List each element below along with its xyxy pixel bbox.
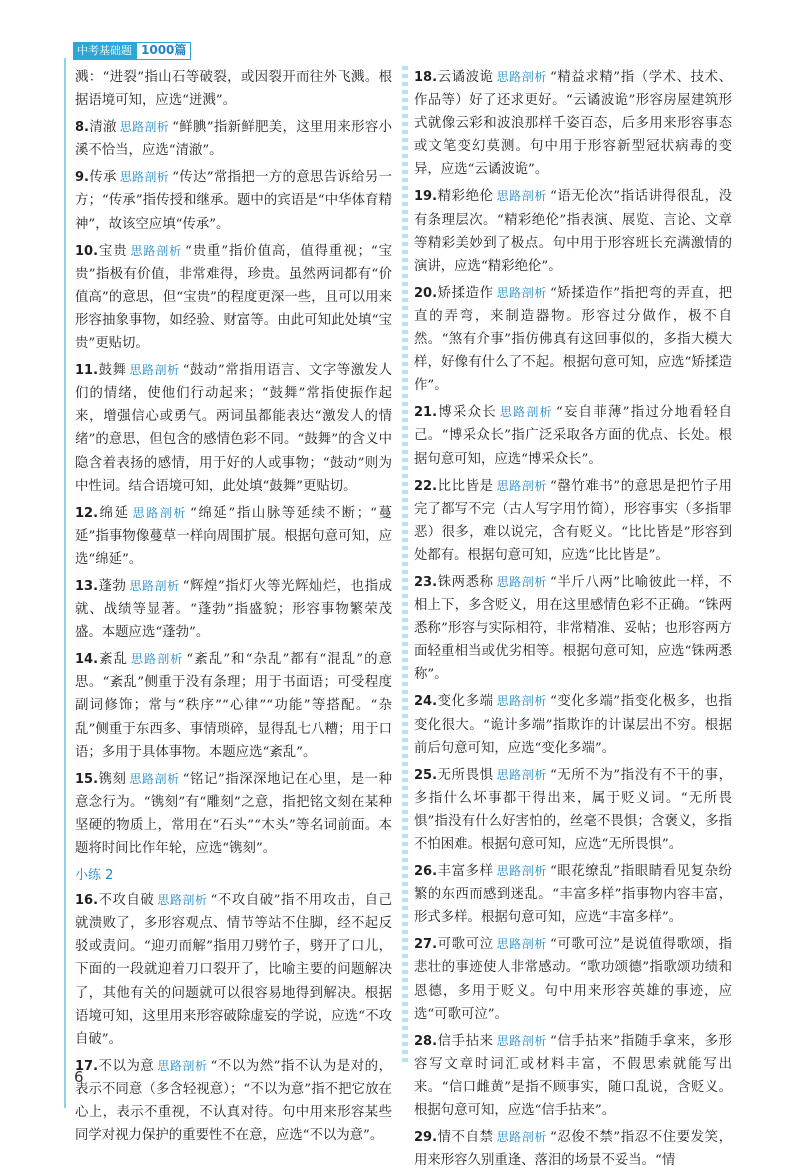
section-title: 小练 2 (75, 868, 114, 884)
left-margin-line (64, 58, 66, 1108)
analysis-text: “不攻自破”指不用攻击，自己就溃败了，多形容观点、情节等站不住脚，经不起反驳或责问。“迎刃而解”指用刀劈竹子，劈开了口儿，下面的一段就迎着刀口裂开了，比喻主要的问题解决了，其他有关的问题就可以很容易地得到解决。根据语境可知，这里用来形容破除虚妄的学说，应选“不攻自破”。 (75, 893, 392, 1047)
entry-number: 11. (75, 363, 99, 379)
left-entries (75, 116, 392, 860)
series-badge (73, 42, 191, 60)
analysis-tag: 思路剖析 (496, 285, 547, 300)
analysis-tag: 思路剖析 (496, 1130, 547, 1145)
analysis-text: “铭记”指深深地记在心里，是一种意念行为。“镌刻”有“雕刻”之意，指把铭文刻在某种坚硬的物质上，常用在“石头”“木头”等名词前面。本题将时间比作年轮，应选“镌刻”。 (75, 771, 392, 856)
left-column (75, 66, 392, 1151)
answer-word: 绵延 (98, 505, 130, 521)
entry-number: 13. (75, 578, 99, 594)
answer-entry (414, 282, 732, 397)
answer-word: 清澈 (88, 120, 117, 136)
entry-number: 10. (75, 243, 99, 259)
answer-word: 紊乱 (98, 652, 129, 668)
entry-number: 9. (75, 170, 89, 186)
answer-entry (75, 359, 392, 498)
analysis-tag: 思路剖析 (131, 652, 184, 667)
answer-entry (414, 1126, 732, 1172)
entry-number: 26. (414, 864, 438, 880)
answer-word: 可歌可泣 (437, 937, 494, 953)
entry-number: 24. (414, 694, 438, 710)
answer-entry (414, 860, 732, 929)
analysis-text: “无所不为”指没有不干的事，多指什么坏事都干得出来，属于贬义词。“无所畏惧”指没有什么好害怕的，丝毫不畏惧；含褒义，多指不怕困难。根据句意可知，应选“无所畏惧”。 (414, 767, 732, 852)
analysis-text: “可歌可泣”是说值得歌颂，指悲壮的事迹使人非常感动。“歌功颂德”指歌颂功绩和恩德，多用于贬义。句中用来形容英雄的事迹，应选“可歌可泣”。 (414, 937, 732, 1022)
column-divider (402, 66, 408, 1066)
analysis-text: “矫揉造作”指把弯的弄直，把直的弄弯，来制造器物。形容过分做作，极不自然。“煞有介事”指仿佛真有这回事似的，多指大模大样，好像有什么了不起。根据句意可知，应选“矫揉造作”。 (414, 285, 732, 394)
answer-word: 博采众长 (437, 405, 497, 421)
analysis-tag: 思路剖析 (157, 1058, 208, 1073)
entry-number: 25. (414, 767, 438, 783)
analysis-text: “语无伦次”指话讲得很乱，没有条理层次。“精彩绝伦”指表演、展览、言论、文章等精彩美妙到了极点。句中用于形容班长充满激情的演讲，应选“精彩绝伦”。 (414, 189, 732, 274)
series-label: 中考基础题 (73, 42, 136, 60)
analysis-tag: 思路剖析 (496, 478, 547, 493)
analysis-text: “辉煌”指灯火等光辉灿烂，也指成就、战绩等显著。“蓬勃”指盛貌；形容事物繁荣茂盛。本题应选“蓬勃”。 (75, 578, 392, 641)
entry-number: 12. (75, 505, 99, 521)
answer-word: 比比皆是 (437, 478, 494, 494)
answer-entry (75, 1055, 392, 1147)
analysis-text: “变化多端”指变化极多，也指变化很大。“诡计多端”指欺诈的计谋层出不穷。根据前后句意可知，应选“变化多端”。 (414, 694, 732, 756)
entry-number: 18. (414, 70, 438, 85)
analysis-tag: 思路剖析 (129, 363, 180, 378)
analysis-text: “眼花缭乱”指眼睛看见复杂纷繁的东西而感到迷乱。“丰富多样”指事物内容丰富，形式多样。根据句意可知，应选“丰富多样”。 (414, 864, 732, 926)
answer-word: 蓬勃 (98, 578, 127, 594)
answer-entry (414, 690, 732, 759)
analysis-text: “鲜腆”指新鲜肥美，这里用来形容小溪不恰当，应选“清澈”。 (75, 120, 392, 159)
analysis-tag: 思路剖析 (496, 694, 547, 709)
answer-word: 不攻自破 (98, 893, 155, 909)
analysis-text: “紊乱”和“杂乱”都有“混乱”的意思。“紊乱”侧重于没有条理；用于书面语；可受程度副词修饰；常与“秩序”“心律”“功能”等搭配。“杂乱”侧重于东西多、事情琐碎，显得乱七八糟；用于口语；多用于具体事物。本题应选“紊乱”。 (75, 652, 392, 760)
analysis-tag: 思路剖析 (496, 767, 547, 782)
analysis-tag: 思路剖析 (496, 937, 547, 952)
answer-word: 变化多端 (437, 694, 494, 710)
answer-word: 无所畏惧 (437, 767, 494, 783)
right-column (414, 66, 732, 1176)
answer-word: 精彩绝伦 (437, 189, 494, 205)
analysis-tag: 思路剖析 (119, 120, 170, 135)
analysis-tag: 思路剖析 (496, 1033, 547, 1048)
analysis-tag: 思路剖析 (129, 578, 180, 593)
answer-entry (414, 933, 732, 1025)
answer-entry (75, 575, 392, 644)
analysis-text: “罄竹难书”的意思是把竹子用完了都写不完（古人写字用竹简），形容事实（多指罪恶）很多，难以说完，含有贬义。“比比皆是”形容到处都有。根据句意可知，应选“比比皆是”。 (414, 478, 732, 563)
answer-word: 云谲波诡 (437, 70, 494, 85)
answer-word: 镌刻 (98, 771, 127, 787)
analysis-tag: 思路剖析 (157, 893, 208, 908)
analysis-text: “精益求精”指（学术、技术、作品等）好了还求更好。“云谲波诡”形容房屋建筑形式就像云彩和波浪那样千姿百态，后多用来形容事态或文笔变幻莫测。句中用于形容新型冠状病毒的变异，应选“云谲波诡”。 (414, 70, 732, 178)
analysis-tag: 思路剖析 (496, 70, 547, 84)
answer-entry (414, 1030, 732, 1122)
answer-word: 矫揉造作 (437, 285, 494, 301)
answer-entry (75, 502, 392, 571)
answer-entry (75, 648, 392, 763)
answer-word: 铢两悉称 (437, 574, 494, 590)
analysis-text: “半斤八两”比喻彼此一样，不相上下，多含贬义，用在这里感情色彩不正确。“铢两悉称”形容与实际相符，非常精准、妥帖；也形容两方面轻重相当或优劣相等。根据句意可知，应选“铢两悉称”。 (414, 574, 732, 683)
left-entries-section-2 (75, 889, 392, 1147)
answer-word: 情不自禁 (437, 1130, 494, 1146)
analysis-text: “忍俊不禁”指忍不住要发笑，用来形容久别重逢、落泪的场景不妥当。“情 (414, 1130, 732, 1169)
entry-number: 8. (75, 120, 89, 136)
page-number: 6 (74, 1068, 84, 1086)
analysis-tag: 思路剖析 (496, 864, 547, 879)
analysis-tag: 思路剖析 (119, 170, 170, 185)
analysis-tag: 思路剖析 (132, 505, 187, 520)
analysis-tag: 思路剖析 (129, 771, 180, 786)
entry-number: 27. (414, 937, 438, 953)
entry-number: 29. (414, 1130, 438, 1146)
answer-entry (75, 768, 392, 860)
answer-word: 丰富多样 (437, 864, 494, 880)
analysis-text: “鼓动”常指用语言、文字等激发人们的情绪，使他们行动起来；“鼓舞”常指使振作起来，增强信心或勇气。两词虽都能表达“激发人的情绪”的意思，但包含的感情色彩不同。“鼓舞”的含义中隐含着表扬的感情，用于好的人或事物；“鼓动”则为中性词。结合语境可知，此处填“鼓舞”更贴切。 (75, 363, 392, 494)
entry-number: 23. (414, 574, 438, 590)
entry-number: 14. (75, 652, 99, 668)
analysis-text: “妄自菲薄”指过分地看轻自己。“博采众长”指广泛采取各方面的优点、长处。根据句意可知，应选“博采众长”。 (414, 405, 732, 467)
series-count: 1000篇 (136, 42, 191, 60)
analysis-tag: 思路剖析 (499, 405, 553, 420)
entry-number: 16. (75, 893, 99, 909)
entry-number: 17. (75, 1058, 99, 1074)
answer-entry (75, 889, 392, 1051)
answer-word: 宝贵 (98, 243, 128, 259)
answer-word: 不以为意 (98, 1058, 155, 1074)
analysis-text: “贵重”指价值高，值得重视；“宝贵”指极有价值，非常难得，珍贵。虽然两词都有“价值高”的意思，但“宝贵”的程度更深一些，且可以用来形容抽象事物，如经验、财富等。由此可知此处填“宝贵”更贴切。 (75, 243, 392, 352)
analysis-text: “传达”常指把一方的意思告诉给另一方；“传承”指传授和继承。题中的宾语是“中华体育精神”，故该空应填“传承”。 (75, 170, 392, 232)
answer-word: 鼓舞 (98, 363, 127, 379)
answer-entry (75, 116, 392, 162)
answer-entry (75, 166, 392, 235)
answer-entry (414, 571, 732, 686)
analysis-text: “不以为然”指不认为是对的，表示不同意（多含轻视意）；“不以为意”指不把它放在心上，表示不重视，不认真对待。句中用来形容某些同学对视力保护的重要性不在意，应选“不以为意”。 (75, 1058, 392, 1144)
entry-number: 22. (414, 478, 438, 494)
analysis-text: “信手拈来”指随手拿来，多形容写文章时词汇或材料丰富，不假思索就能写出来。“信口雌黄”是指不顾事实，随口乱说，含贬义。根据句意可知，应选“信手拈来”。 (414, 1033, 732, 1119)
analysis-tag: 思路剖析 (130, 243, 183, 258)
answer-entry (75, 240, 392, 355)
right-entries (414, 66, 732, 1172)
answer-entry (414, 475, 732, 567)
entry-number: 20. (414, 285, 438, 301)
analysis-tag: 思路剖析 (496, 574, 547, 589)
answer-word: 传承 (88, 170, 117, 186)
answer-entry (414, 66, 732, 181)
answer-entry (414, 185, 732, 277)
entry-number: 28. (414, 1033, 438, 1049)
continued-text: 溅：“进裂”指山石等破裂，或因裂开而往外飞溅。根据语境可知，应选“迸溅”。 (75, 70, 392, 109)
entry-number: 19. (414, 189, 438, 205)
entry-number: 21. (414, 405, 438, 421)
analysis-tag: 思路剖析 (496, 189, 547, 204)
entry-number: 15. (75, 771, 99, 787)
answer-word: 信手拈来 (437, 1033, 494, 1049)
answer-entry (414, 764, 732, 856)
answer-entry (414, 401, 732, 470)
analysis-text: “绵延”指山脉等延续不断；“蔓延”指事物像蔓草一样向周围扩展。根据句意可知，应选“绵延”。 (75, 505, 392, 567)
